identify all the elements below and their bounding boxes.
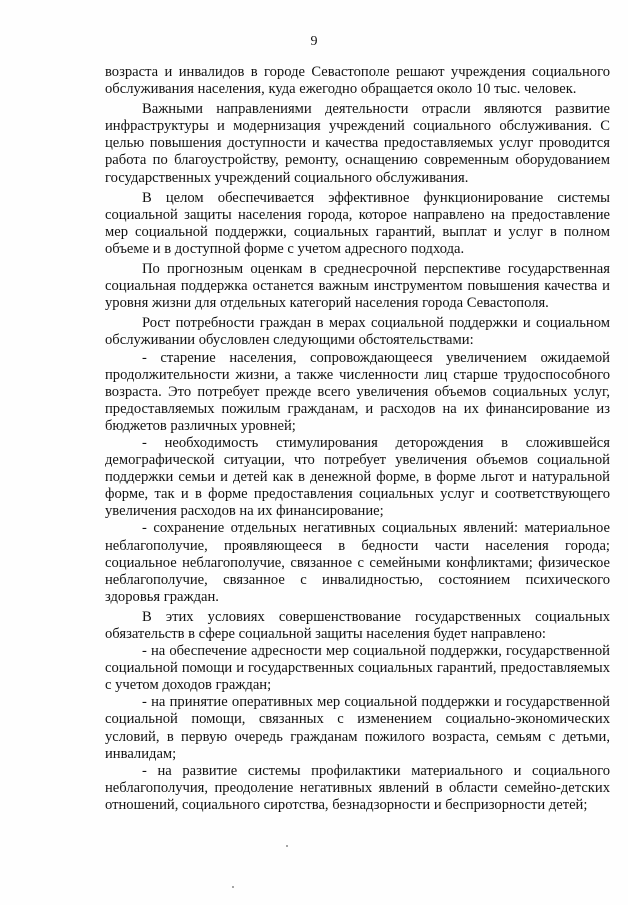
list-item-negative-phenomena: - сохранение отдельных негативных социальных явлений: материальное неблагополучие, проявляющееся в бедности части населения города; социальное неблагополучие, связанное с семейными конфликтами; физическое неблагополучие, связанное с инвалидностью, состоянием психического здоровья граждан. <box>105 520 610 605</box>
document-body <box>105 64 610 814</box>
list-item-birth-rate: - необходимость стимулирования деторождения в сложившейся демографической ситуации, что потребует увеличения объемов социальной поддержки семьи и детей как в денежной форме, в форме льгот и натуральной форме, так и в форме предоставления социальных услуг и соответствующего увеличения расходов на их финансирование; <box>105 434 610 520</box>
paragraph-demand-growth: Рост потребности граждан в мерах социальной поддержки и социальном обслуживании обусловлен следующими обстоятельствами: <box>105 315 610 349</box>
page-number: 9 <box>310 34 318 49</box>
paragraph-main-directions: Важными направлениями деятельности отрасли являются развитие инфраструктуры и модернизация учреждений социального обслуживания. С целью повышения доступности и качества предоставляемых услуг проводится работа по благоустройству, ремонту, оснащению современным оборудованием государственных учреждений социального обслуживания. <box>105 101 610 186</box>
list-item-operational-measures: - на принятие оперативных мер социальной поддержки и государственной социальной помощи, связанных с изменением социально-экономических условий, в первую очередь гражданам пожилого возраста, семьям с детьми, инвалидам; <box>105 694 610 762</box>
paragraph-continuation: возраста и инвалидов в городе Севастополе решают учреждения социального обслуживания населения, куда ежегодно обращается около 10 тыс. человек. <box>105 64 610 98</box>
paragraph-system-functioning: В целом обеспечивается эффективное функционирование системы социальной защиты населения города, которое направлено на предоставление мер социальной поддержки, социальных гарантий, выплат и услуг в полном объеме и в доступной форме с учетом адресного подхода. <box>105 189 610 257</box>
paragraph-forecast: По прогнозным оценкам в среднесрочной перспективе государственная социальная поддержка останется важным инструментом повышения качества и уровня жизни для отдельных категорий населения города Севастополя. <box>105 261 610 312</box>
list-item-aging: - старение населения, сопровождающееся увеличением ожидаемой продолжительности жизни, а также численности лиц старше трудоспособного возраста. Это потребует прежде всего увеличения объемов социальных услуг, предоставляемых пожилым гражданам, и расходов на их финансирование из бюджетов различных уровней; <box>105 349 610 434</box>
list-item-targeting: - на обеспечение адресности мер социальной поддержки, государственной социальной помощи и государственных социальных гарантий, предоставляемых с учетом доходов граждан; <box>105 643 610 694</box>
list-item-prevention-system: - на развитие системы профилактики материального и социального неблагополучия, преодоление негативных явлений в области семейно-детских отношений, социального сиротства, безнадзорности и беспризорности детей; <box>105 762 610 813</box>
scan-speck <box>286 845 288 847</box>
scan-speck <box>232 886 234 888</box>
paragraph-obligations: В этих условиях совершенствование государственных социальных обязательств в сфере социальной защиты населения будет направлено: <box>105 608 610 642</box>
